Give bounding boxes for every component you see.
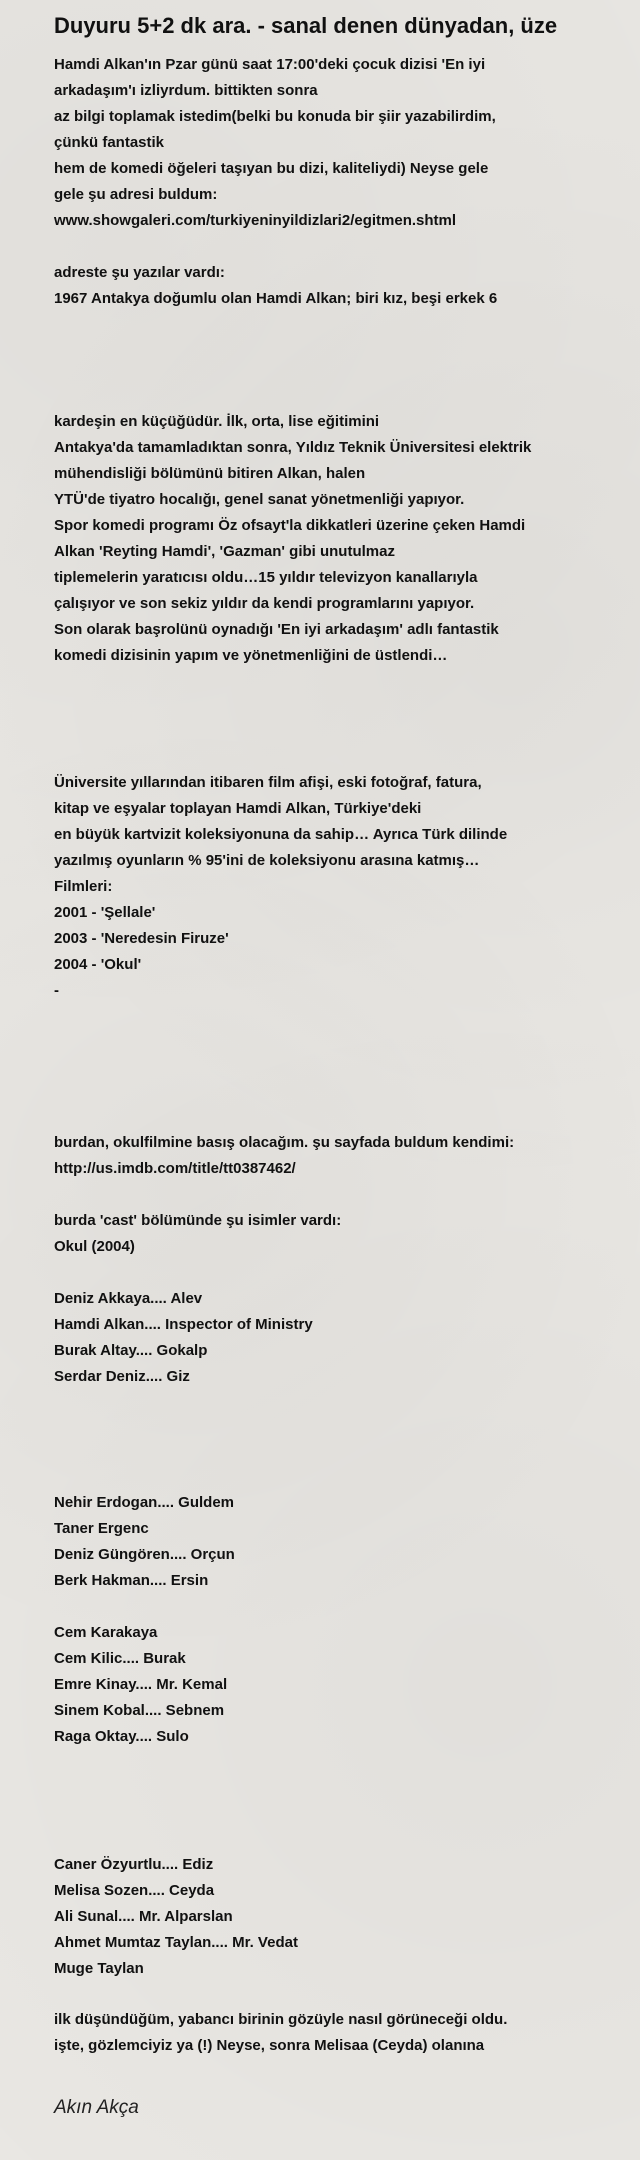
poem-line: burdan, okulfilmine basış olacağım. şu sayfada buldum kendimi: — [54, 1134, 515, 1151]
poem-line: Caner Özyurtlu.... Ediz — [54, 1856, 214, 1873]
poem-line: Filmleri: — [54, 878, 113, 895]
poem-line: 2001 - 'Şellale' — [54, 904, 156, 921]
poem-line: ilk düşündüğüm, yabancı birinin gözüyle nasıl görüneceği oldu. — [54, 2011, 508, 2028]
stanza — [54, 52, 496, 234]
poem-line: Son olarak başrolünü oynadığı 'En iyi arkadaşım' adlı fantastik — [54, 621, 499, 638]
poem-line: 1967 Antakya doğumlu olan Hamdi Alkan; biri kız, beşi erkek 6 — [54, 290, 498, 307]
stanza — [54, 409, 531, 669]
poem-line: Muge Taylan — [54, 1960, 144, 1977]
poem-line: adreste şu yazılar vardı: — [54, 264, 225, 281]
stanza — [54, 1130, 514, 1182]
poem-line: Hamdi Alkan.... Inspector of Ministry — [54, 1316, 313, 1333]
poem-line: Okul (2004) — [54, 1238, 135, 1255]
poem-line: - — [54, 982, 59, 999]
poem-line: Ali Sunal.... Mr. Alparslan — [54, 1908, 233, 1925]
poem-line: işte, gözlemciyiz ya (!) Neyse, sonra Melisaa (Ceyda) olanına — [54, 2037, 485, 2054]
poem-line: www.showgaleri.com/turkiyeninyildizlari2/egitmen.shtml — [54, 212, 457, 229]
poem-line: Cem Karakaya — [54, 1624, 158, 1641]
poem-line: hem de komedi öğeleri taşıyan bu dizi, kaliteliydi) Neyse gele — [54, 160, 489, 177]
stanza — [54, 1286, 313, 1390]
poem-line: tiplemelerin yaratıcısı oldu…15 yıldır televizyon kanallarıyla — [54, 569, 478, 586]
poem-line: Deniz Akkaya.... Alev — [54, 1290, 203, 1307]
stanza — [54, 2007, 507, 2059]
poem-line: kardeşin en küçüğüdür. İlk, orta, lise eğitimini — [54, 413, 380, 430]
poem-line: Taner Ergenc — [54, 1520, 149, 1537]
poem-line: 2004 - 'Okul' — [54, 956, 142, 973]
poem-line: az bilgi toplamak istedim(belki bu konuda bir şiir yazabilirdim, — [54, 108, 496, 125]
poem-line: Serdar Deniz.... Giz — [54, 1368, 190, 1385]
poem-line: çünkü fantastik — [54, 134, 165, 151]
poem-line: Hamdi Alkan'ın Pzar günü saat 17:00'deki çocuk dizisi 'En iyi — [54, 56, 486, 73]
poem-line: Antakya'da tamamladıktan sonra, Yıldız Teknik Üniversitesi elektrik — [54, 439, 532, 456]
stanza — [54, 1852, 298, 1982]
poem-line: kitap ve eşyalar toplayan Hamdi Alkan, Türkiye'deki — [54, 800, 422, 817]
poem-line: Sinem Kobal.... Sebnem — [54, 1702, 225, 1719]
poem-author: Akın Akça — [54, 2097, 139, 2118]
poem-line: Nehir Erdogan.... Guldem — [54, 1494, 235, 1511]
poem-line: Berk Hakman.... Ersin — [54, 1572, 209, 1589]
poem-line: burda 'cast' bölümünde şu isimler vardı: — [54, 1212, 342, 1229]
poem-line: gele şu adresi buldum: — [54, 186, 218, 203]
poem-line: Ahmet Mumtaz Taylan.... Mr. Vedat — [54, 1934, 298, 1951]
poem-line: Raga Oktay.... Sulo — [54, 1728, 189, 1745]
poem-line: 2003 - 'Neredesin Firuze' — [54, 930, 229, 947]
poem-line: komedi dizisinin yapım ve yönetmenliğini de üstlendi… — [54, 647, 448, 664]
stanza — [54, 770, 507, 1004]
poem-line: http://us.imdb.com/title/tt0387462/ — [54, 1160, 296, 1177]
stanza — [54, 1620, 227, 1750]
poem-line: Üniversite yıllarından itibaren film afişi, eski fotoğraf, fatura, — [54, 774, 482, 791]
poem-line: Alkan 'Reyting Hamdi', 'Gazman' gibi unutulmaz — [54, 543, 395, 560]
poem-line: Melisa Sozen.... Ceyda — [54, 1882, 215, 1899]
poem-line: Emre Kinay.... Mr. Kemal — [54, 1676, 228, 1693]
poem-line: mühendisliği bölümünü bitiren Alkan, halen — [54, 465, 366, 482]
poem-line: Spor komedi programı Öz ofsayt'la dikkatleri üzerine çeken Hamdi — [54, 517, 526, 534]
poem-title: Duyuru 5+2 dk ara. - sanal denen dünyadan, üze — [54, 13, 558, 38]
poem-line: çalışıyor ve son sekiz yıldır da kendi programlarını yapıyor. — [54, 595, 475, 612]
poem-line: Cem Kilic.... Burak — [54, 1650, 186, 1667]
poem-line: Burak Altay.... Gokalp — [54, 1342, 208, 1359]
poem-line: YTÜ'de tiyatro hocalığı, genel sanat yönetmenliği yapıyor. — [54, 491, 465, 508]
stanza — [54, 260, 497, 312]
poem-line: arkadaşım'ı izliyrdum. bittikten sonra — [54, 82, 318, 99]
stanza — [54, 1208, 341, 1260]
poem-line: Deniz Güngören.... Orçun — [54, 1546, 235, 1563]
poem-line: yazılmış oyunların % 95'ini de koleksiyonu arasına katmış… — [54, 852, 480, 869]
stanza — [54, 1490, 235, 1594]
poem-line: en büyük kartvizit koleksiyonuna da sahip… Ayrıca Türk dilinde — [54, 826, 508, 843]
